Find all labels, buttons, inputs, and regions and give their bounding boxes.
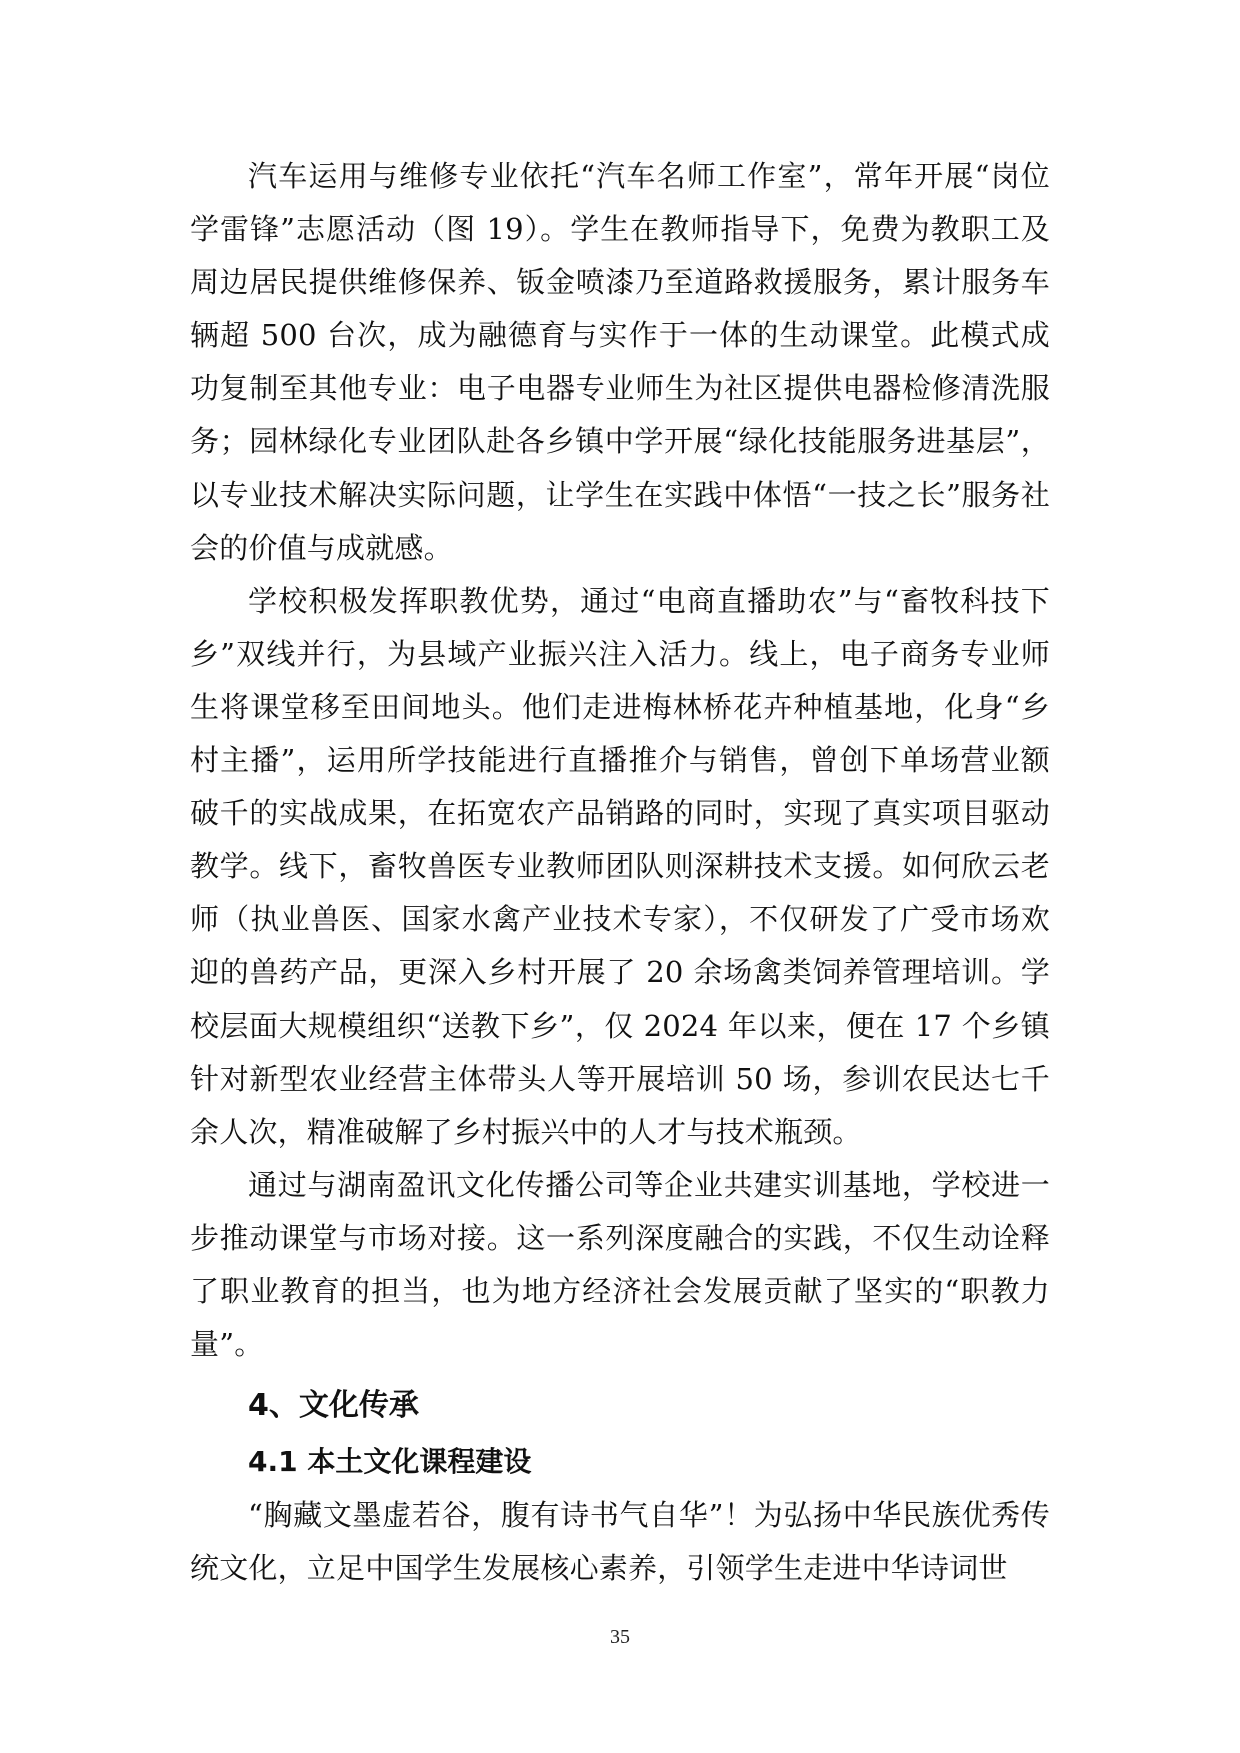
page-body: [190, 150, 1050, 1595]
paragraph-auto-repair-volunteering: 汽车运用与维修专业依托“汽车名师工作室”，常年开展“岗位学雷锋”志愿活动（图 19）。学生在教师指导下，免费为教职工及周边居民提供维修保养、钣金喷漆乃至道路救援服务，累计服务车辆超 500 台次，成为融德育与实作于一体的生动课堂。此模式成功复制至其他专业：电子电器专业师生为社区提供电器检修清洗服务；园林绿化专业团队赴各乡镇中学开展“绿化技能服务进基层”，以专业技术解决实际问题，让学生在实践中体悟“一技之长”服务社会的价值与成就感。: [190, 159, 1051, 565]
paragraph-culture-course: “胸藏文墨虚若谷，腹有诗书气自华”！为弘扬中华民族优秀传统文化，立足中国学生发展核心素养，引领学生走进中华诗词世: [190, 1498, 1050, 1586]
subsection-heading: 4.1 本土文化课程建设: [248, 1445, 532, 1479]
paragraph-training-base: 通过与湖南盈讯文化传播公司等企业共建实训基地，学校进一步推动课堂与市场对接。这一系列深度融合的实践，不仅生动诠释了职业教育的担当，也为地方经济社会发展贡献了坚实的“职教力量”。: [190, 1167, 1050, 1362]
page-number: 35: [610, 1626, 630, 1648]
paragraph-rural-revitalization: 学校积极发挥职教优势，通过“电商直播助农”与“畜牧科技下乡”双线并行，为县域产业振兴注入活力。线上，电子商务专业师生将课堂移至田间地头。他们走进梅林桥花卉种植基地，化身“乡村主播”，运用所学技能进行直播推介与销售，曾创下单场营业额破千的实战成果，在拓宽农产品销路的同时，实现了真实项目驱动教学。线下，畜牧兽医专业教师团队则深耕技术支援。如何欣云老师（执业兽医、国家水禽产业技术专家），不仅研发了广受市场欢迎的兽药产品，更深入乡村开展了 20 余场禽类饲养管理培训。学校层面大规模组织“送教下乡”，仅 2024 年以来，便在 17 个乡镇针对新型农业经营主体带头人等开展培训 50 场，参训农民达七千余人次，精准破解了乡村振兴中的人才与技术瓶颈。: [190, 583, 1051, 1149]
section-heading: 4、文化传承: [248, 1388, 419, 1424]
